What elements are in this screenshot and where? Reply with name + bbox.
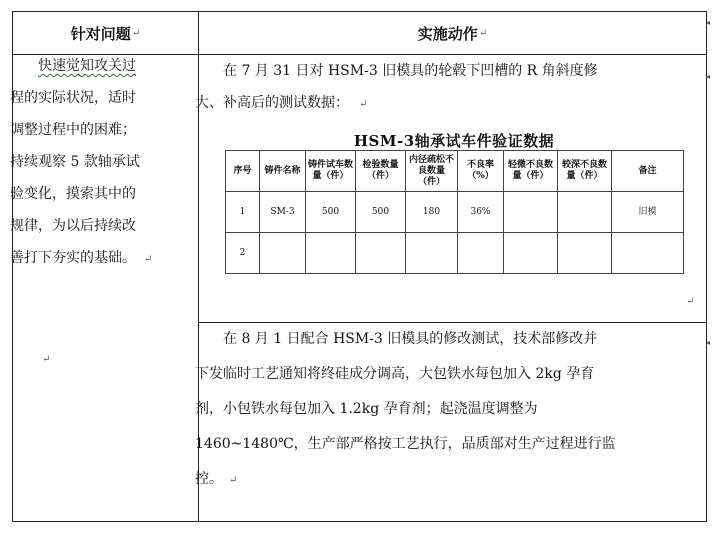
verification-data-table <box>225 150 684 274</box>
column-header: 较深不良数量（件） <box>558 151 612 192</box>
table-cell <box>558 192 612 233</box>
column-header: 不良率（%） <box>458 151 504 192</box>
table-cell <box>612 233 684 274</box>
paragraph-mark: ↵ <box>42 354 51 365</box>
paragraph-mark: ↵ <box>686 296 695 307</box>
paragraph-mark: ◂ <box>705 338 710 347</box>
column-header: 内径疏松不良数量（件） <box>406 151 458 192</box>
paragraph-mark: ↵ <box>131 27 141 39</box>
problem-line: 快速觉知攻关过 <box>38 58 136 74</box>
header-action <box>199 12 706 54</box>
problem-line: 持续观察 5 款轴承试 <box>10 154 140 170</box>
inner-table-title: HSM-3轴承试车件验证数据 <box>353 132 555 150</box>
action-line: 在 7 月 31 日对 HSM-3 旧模具的轮毂下凹槽的 R 角斜度修 <box>223 63 598 79</box>
table-cell: 旧模 <box>612 192 684 233</box>
action-line: 1460~1480℃，生产部严格按工艺执行，品质部对生产过程进行监 <box>195 436 616 452</box>
table-cell <box>356 233 406 274</box>
problem-line: 善打下夯实的基础。 ↵ <box>10 250 153 266</box>
header-problem <box>13 12 198 54</box>
table-cell <box>306 233 356 274</box>
table-cell: 2 <box>226 233 260 274</box>
column-header: 检验数量（件） <box>356 151 406 192</box>
column-header: 铸件试车数量（件） <box>306 151 356 192</box>
header-action-label: 实施动作 <box>417 24 478 43</box>
table-row <box>226 233 684 274</box>
column-header: 轻微不良数量（件） <box>504 151 558 192</box>
table-cell: 1 <box>226 192 260 233</box>
action-line: 控。 ↵ <box>195 471 238 487</box>
action-paragraph-1 <box>195 55 690 121</box>
table-cell <box>504 192 558 233</box>
action-line: 下发临时工艺通知将终硅成分调高，大包铁水每包加入 2kg 孕育 <box>195 366 595 382</box>
paragraph-mark: ◂ <box>705 18 710 27</box>
column-header: 铸件名称 <box>260 151 306 192</box>
column-header: 备注 <box>612 151 684 192</box>
column-header: 序号 <box>226 151 260 192</box>
table-header-row <box>226 151 684 192</box>
table-cell <box>558 233 612 274</box>
table-cell <box>504 233 558 274</box>
table-cell: 500 <box>306 192 356 233</box>
header-problem-label: 针对问题 <box>70 24 131 43</box>
problem-line: 调整过程中的困难； <box>10 122 136 138</box>
problem-description <box>10 50 180 276</box>
action-paragraph-2 <box>195 322 690 498</box>
table-cell <box>458 233 504 274</box>
problem-line: 程的实际状况，适时 <box>10 90 136 106</box>
action-line: 剂，小包铁水每包加入 1.2kg 孕育剂；起浇温度调整为 <box>195 401 538 417</box>
problem-line: 规律，为以后持续改 <box>10 218 136 234</box>
paragraph-mark: ↵ <box>478 27 488 39</box>
table-cell: SM-3 <box>260 192 306 233</box>
table-cell <box>406 233 458 274</box>
table-cell <box>260 233 306 274</box>
table-cell: 36% <box>458 192 504 233</box>
action-line: 大、补高后的测试数据： ↵ <box>195 95 368 111</box>
problem-line: 验变化，摸索其中的 <box>10 186 136 202</box>
paragraph-mark: ◂ <box>705 72 710 81</box>
table-row <box>226 192 684 233</box>
action-line: 在 8 月 1 日配合 HSM-3 旧模具的修改测试，技术部修改并 <box>223 331 598 347</box>
table-cell: 180 <box>406 192 458 233</box>
table-cell: 500 <box>356 192 406 233</box>
